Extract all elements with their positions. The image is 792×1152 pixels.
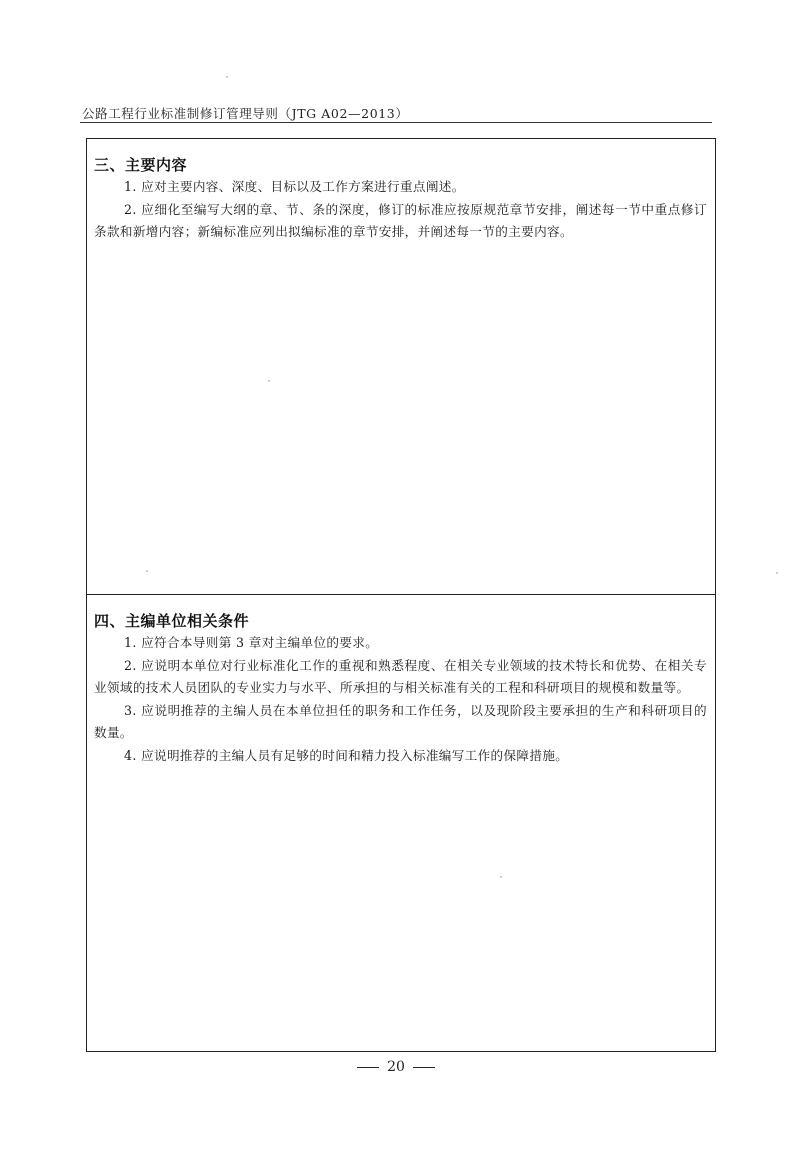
section-main-content	[87, 139, 715, 594]
paragraph-editor-unit-1: 1. 应符合本导则第 3 章对主编单位的要求。	[124, 635, 379, 650]
page-number-dash-left	[357, 1067, 379, 1068]
paragraph-editor-unit-4: 4. 应说明推荐的主编人员有足够的时间和精力投入标准编写工作的保障措施。	[124, 747, 569, 763]
scan-speck	[776, 572, 778, 574]
running-header: 公路工程行业标准制修订管理导则（JTG A02—2013）	[82, 106, 409, 121]
section-title-main-content: 三、主要内容	[94, 156, 188, 174]
section-title-editor-unit: 四、主编单位相关条件	[94, 612, 250, 630]
paragraph-main-content-1: 1. 应对主要内容、深度、目标以及工作方案进行重点阐述。	[124, 179, 465, 194]
header-rule	[80, 122, 712, 123]
paragraph-editor-unit-3: 3. 应说明推荐的主编人员在本单位担任的职务和工作任务，以及现阶段主要承担的生产和科研项目的数量。	[94, 702, 707, 740]
scan-speck	[146, 570, 148, 572]
scan-speck	[226, 76, 228, 78]
form-box	[86, 138, 716, 1052]
paragraph-main-content-2: 2. 应细化至编写大纲的章、节、条的深度，修订的标准应按原规范章节安排，阐述每一节中重点修订条款和新增内容；新编标准应列出拟编标准的章节安排，并阐述每一节的主要内容。	[94, 201, 707, 239]
page-number-value: 20	[387, 1059, 405, 1075]
section-editor-unit-conditions	[87, 595, 715, 1051]
paragraph-editor-unit-2: 2. 应说明本单位对行业标准化工作的重视和熟悉程度、在相关专业领域的技术特长和优势、在相关专业领域的技术人员团队的专业实力与水平、所承担的与相关标准有关的工程和科研项目的规模和数量等。	[94, 657, 707, 695]
page-number-dash-right	[413, 1067, 435, 1068]
page-number	[0, 1059, 792, 1075]
scan-speck	[500, 876, 502, 878]
scan-speck	[268, 380, 270, 382]
